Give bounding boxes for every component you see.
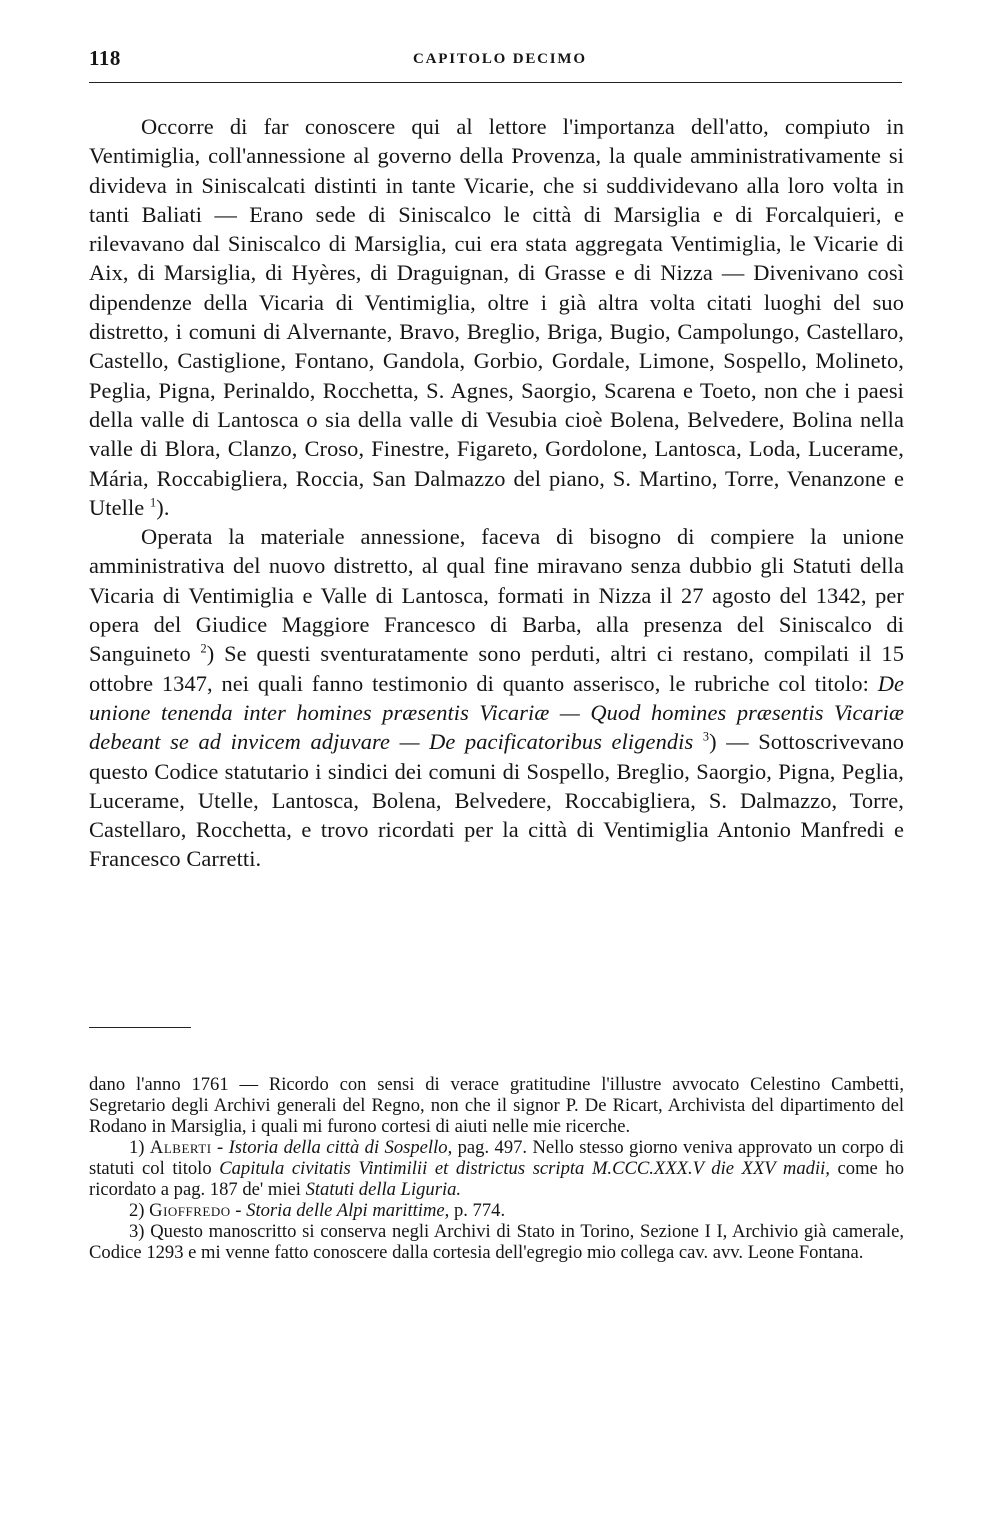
paragraph-2-text-b: ) Se questi sventuratamente sono perduti, altri ci restano, compilati il 15 ottobre 1347, nei quali fanno testimonio di quanto asserisco, le rubriche col titolo:: [89, 641, 904, 696]
paragraph-1: [89, 112, 904, 522]
footnote-1-separator: -: [211, 1137, 229, 1158]
footnote-ref-2: 2: [200, 641, 207, 656]
footnote-3: [89, 1221, 904, 1263]
paragraph-1-end: ).: [156, 494, 170, 520]
paragraph-1-text: Occorre di far conoscere qui al lettore l'importanza dell'atto, compiuto in Ventimiglia, coll'annessione al governo della Provenza, la quale amministrativamente si divideva in Siniscalcati distinti in tante Vicarie, che si suddividevano alla loro volta in tanti Baliati — Erano sede di Siniscalco le città di Marsiglia e di Forcalquieri, e rilevavano dal Siniscalco di Marsiglia, cui era stata aggregata Ventimiglia, le Vicarie di Aix, di Marsiglia, di Hyères, di Draguignan, di Grasse e di Nizza — Divenivano così dipendenze della Vicaria di Ventimiglia, oltre i già altra volta citati luoghi del suo distretto, i comuni di Alvernante, Bravo, Breglio, Briga, Bugio, Campolungo, Castellaro, Castello, Castiglione, Fontano, Gandola, Gorbio, Gordale, Limone, Sospello, Molineto, Peglia, Pigna, Perinaldo, Rocchetta, S. Agnes, Saorgio, Scarena e Toeto, non che i paesi della valle di Lantosca o sia della valle di Vesubia cioè Bolena, Belvedere, Bolina nella valle di Blora, Clanzo, Croso, Finestre, Figareto, Gordolone, Lantosca, Loda, Lucerame, Mária, Roccabigliera, Roccia, San Dalmazzo del piano, S. Martino, Torre, Venanzone e Utelle: [89, 114, 904, 520]
footnote-1-text-a: , pag. 497. Nello stesso giorno veniva approvato un corpo di statuti col titolo: [89, 1137, 904, 1179]
footnotes: [89, 1074, 904, 1263]
paragraph-2-text-c: ) — Sottoscrivevano questo Codice statutario i sindici dei comuni di Sospello, Breglio, Saorgio, Pigna, Peglia, Lucerame, Utelle, Lantosca, Bolena, Belvedere, Roccabigliera, S. Dalmazzo, Torre, Castellaro, Rocchetta, e trovo ricordati per la città di Ventimiglia Antonio Manfredi e Francesco Carretti.: [89, 729, 905, 872]
footnote-2: [89, 1200, 904, 1221]
footnote-ref-3: 3: [702, 729, 710, 744]
footnote-1-number: 1): [129, 1137, 145, 1158]
paragraph-2: [89, 522, 904, 874]
footnote-2-number: 2): [129, 1200, 145, 1221]
footnote-ref-1: 1: [150, 495, 157, 510]
statute-titles: De unione tenenda inter homines præsentis Vicariæ — Quod homines præsentis Vicariæ debeant se ad invicem adjuvare — De pacificatoribus eligendis: [89, 670, 905, 755]
footnote-1-book-title: Statuti della Liguria.: [305, 1179, 462, 1200]
footnote-1-title: Istoria della città di Sospello: [228, 1137, 448, 1158]
paragraph-2-text-a: Operata la materiale annessione, faceva di bisogno di compiere la unione amministrativa del nuovo distretto, al qual fine miravano senza dubbio gli Statuti della Vicaria di Ventimiglia e Valle di Lantosca, formati in Nizza il 27 agosto del 1342, per opera del Giudice Maggiore Francesco di Barba, alla presenza del Siniscalco di Sanguineto: [89, 524, 904, 667]
footnote-3-number: 3): [129, 1221, 145, 1242]
footnote-continuation: dano l'anno 1761 — Ricordo con sensi di verace gratitudine l'illustre avvocato Celestino Cambetti, Segretario degli Archivi generali del Regno, non che il signor P. De Ricart, Archivista del dipartimento del Rodano in Marsiglia, i quali mi furono cortesi di aiuti nelle mie ricerche.: [89, 1074, 904, 1137]
footnote-2-separator: -: [230, 1200, 247, 1221]
footnote-1-author: Alberti: [149, 1137, 212, 1158]
footnote-2-author: Gioffredo: [149, 1200, 231, 1221]
footnote-rule: [89, 1027, 191, 1028]
footnote-1-text-b: come ho ricordato a pag. 187 de' miei: [89, 1158, 904, 1200]
footnote-1: [89, 1137, 904, 1200]
footnote-2-text: , p. 774.: [444, 1200, 506, 1221]
main-text: [89, 112, 904, 874]
footnote-1-statute-title: Capitula civitatis Vintimilii et districtus scripta M.CCC.XXX.V die XXV madii,: [219, 1158, 830, 1179]
header-rule: [89, 82, 902, 83]
footnote-3-text: Questo manoscritto si conserva negli Archivi di Stato in Torino, Sezione I I, Archivio già camerale, Codice 1293 e mi venne fatto conoscere dalla cortesia dell'egregio mio collega cav. avv. Leone Fontana.: [89, 1221, 904, 1263]
page-number: 118: [89, 46, 121, 70]
footnote-2-title: Storia delle Alpi marittime: [246, 1200, 445, 1221]
running-head: CAPITOLO DECIMO: [413, 51, 587, 67]
page-header: [89, 44, 902, 76]
